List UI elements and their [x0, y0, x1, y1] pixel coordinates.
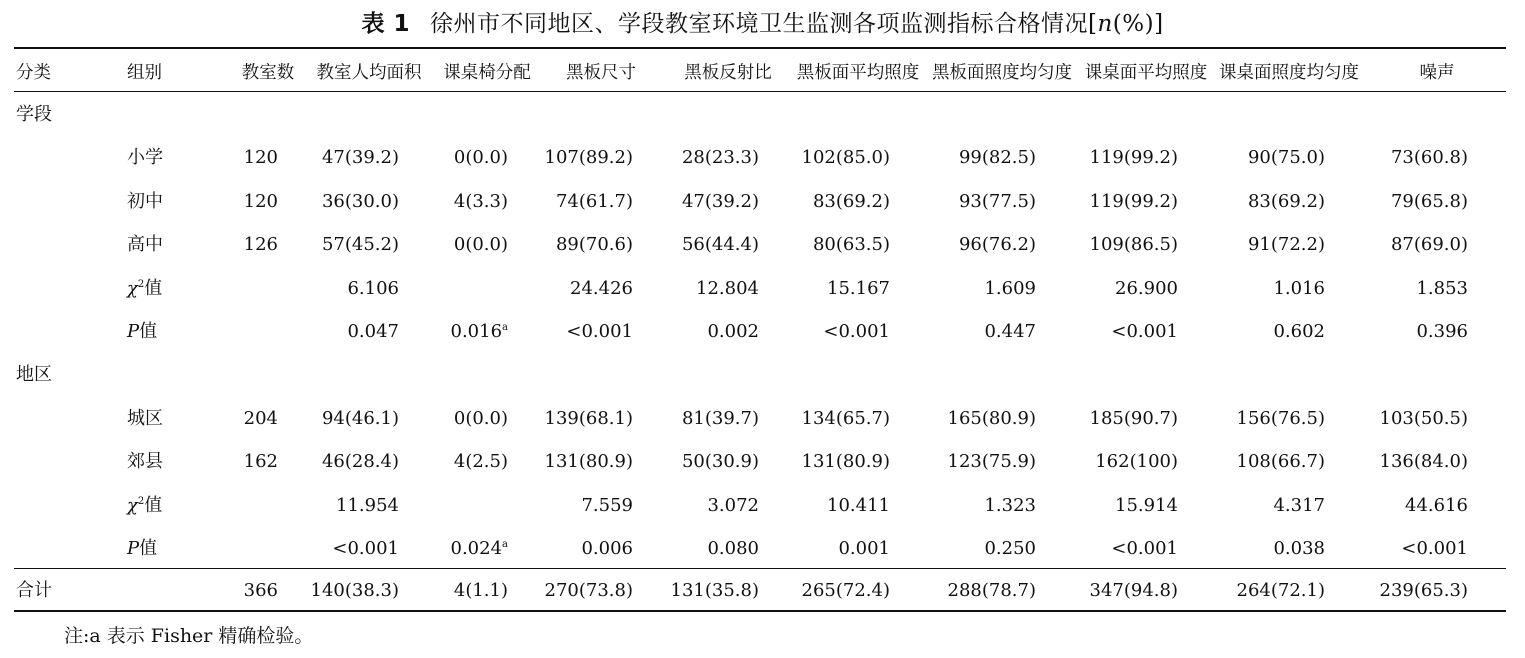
- chi-exponent: 2: [137, 278, 145, 290]
- data-cell: 96(76.2): [958, 234, 1036, 256]
- p-value-row: [0, 312, 1525, 352]
- total-cell: 131(35.8): [670, 580, 759, 601]
- section-label-row: [0, 95, 1525, 135]
- p-value-cell: [566, 312, 633, 352]
- p-value: 0.001: [838, 538, 890, 559]
- total-cell: 347(94.8): [1089, 580, 1178, 601]
- data-cell: 99(82.5): [958, 147, 1036, 169]
- chi-square-label: [127, 486, 162, 526]
- p-value-cell: [984, 529, 1036, 569]
- column-header: 噪声: [1419, 63, 1455, 83]
- data-cell: 89(70.6): [555, 234, 633, 256]
- p-suffix: 值: [139, 538, 158, 559]
- data-cell: 28(23.3): [681, 147, 759, 169]
- group-label: 城区: [127, 407, 163, 429]
- group-label: 小学: [127, 147, 163, 169]
- column-header: 课桌面照度均匀度: [1219, 63, 1359, 83]
- p-value-label: [127, 312, 157, 352]
- data-cell: 162(100): [1095, 451, 1178, 473]
- p-value-cell: [1273, 312, 1325, 352]
- table-note: 注:a 表示 Fisher 精确检验。: [64, 625, 314, 647]
- total-cell: 270(73.8): [544, 580, 633, 601]
- data-cell: 119(99.2): [1089, 190, 1178, 212]
- statistic-cell: 11.954: [336, 494, 399, 516]
- data-cell: 134(65.7): [801, 407, 890, 429]
- table-title-suffix: (%)]: [1112, 11, 1164, 37]
- data-cell: 90(75.0): [1247, 147, 1325, 169]
- data-cell: 126: [243, 234, 278, 256]
- p-value-cell: [1111, 312, 1178, 352]
- data-cell: 136(84.0): [1379, 451, 1468, 473]
- data-cell: 131(80.9): [801, 451, 890, 473]
- data-cell: 107(89.2): [544, 147, 633, 169]
- statistic-cell: 7.559: [581, 494, 633, 516]
- statistic-cell: 4.317: [1273, 494, 1325, 516]
- p-value: 0.024: [450, 538, 503, 559]
- statistic-cell: 1.853: [1416, 277, 1468, 299]
- total-cell: 265(72.4): [801, 580, 890, 601]
- p-value: 0.080: [707, 538, 759, 559]
- p-suffix: 值: [139, 321, 158, 342]
- p-value-cell: [1401, 529, 1468, 569]
- data-cell: 0(0.0): [453, 234, 508, 256]
- table-row: [0, 138, 1525, 178]
- chi-square-row: [0, 269, 1525, 309]
- chi-square-label: [127, 269, 162, 309]
- data-cell: 47(39.2): [321, 147, 399, 169]
- p-value-cell: [1273, 529, 1325, 569]
- data-cell: 120: [243, 190, 278, 212]
- total-row: [0, 571, 1525, 611]
- data-cell: 162: [243, 451, 278, 473]
- data-cell: 165(80.9): [947, 407, 1036, 429]
- total-cell: 140(38.3): [310, 580, 399, 601]
- data-cell: 91(72.2): [1247, 234, 1325, 256]
- data-cell: 80(63.5): [812, 234, 890, 256]
- p-value-cell: [451, 529, 509, 569]
- data-cell: 185(90.7): [1089, 407, 1178, 429]
- data-cell: 79(65.8): [1390, 190, 1468, 212]
- statistic-cell: 15.914: [1115, 494, 1178, 516]
- data-cell: 57(45.2): [321, 234, 399, 256]
- p-value: 0.250: [984, 538, 1036, 559]
- p-value: <0.001: [823, 321, 890, 342]
- data-cell: 109(86.5): [1089, 234, 1178, 256]
- data-cell: 131(80.9): [544, 451, 633, 473]
- data-cell: 120: [243, 147, 278, 169]
- data-cell: 74(61.7): [555, 190, 633, 212]
- top-rule: [14, 47, 1506, 49]
- section-label: 地区: [16, 364, 52, 386]
- chi-exponent: 2: [137, 495, 145, 507]
- group-label: 初中: [127, 190, 163, 212]
- p-value: 0.447: [984, 321, 1036, 342]
- p-value: 0.038: [1273, 538, 1325, 559]
- statistic-cell: 1.016: [1273, 277, 1325, 299]
- p-symbol: P: [127, 321, 140, 342]
- table-row: [0, 399, 1525, 439]
- p-value: <0.001: [332, 538, 399, 559]
- p-value: 0.016: [450, 321, 503, 342]
- data-cell: 204: [243, 407, 278, 429]
- statistic-cell: 12.804: [696, 277, 759, 299]
- table-row: [0, 442, 1525, 482]
- p-value: <0.001: [566, 321, 633, 342]
- p-value-cell: [707, 529, 759, 569]
- p-value-cell: [581, 529, 633, 569]
- data-cell: 102(85.0): [801, 147, 890, 169]
- data-cell: 83(69.2): [812, 190, 890, 212]
- data-cell: 36(30.0): [321, 190, 399, 212]
- statistic-cell: 15.167: [827, 277, 890, 299]
- chi-symbol: χ: [127, 494, 138, 516]
- total-label: 合计: [16, 580, 52, 601]
- data-cell: 0(0.0): [453, 407, 508, 429]
- data-cell: 93(77.5): [958, 190, 1036, 212]
- section-label: 学段: [16, 104, 52, 125]
- data-cell: 81(39.7): [681, 407, 759, 429]
- table-title-text: 徐州市不同地区、学段教室环境卫生监测各项监测指标合格情况[: [429, 11, 1098, 37]
- total-cell: 264(72.1): [1236, 580, 1325, 601]
- statistic-cell: 1.323: [984, 494, 1036, 516]
- total-cell: 239(65.3): [1379, 580, 1468, 601]
- table-header-row: [0, 53, 1525, 93]
- fisher-marker: a: [502, 539, 508, 550]
- group-label: 高中: [127, 234, 163, 256]
- data-cell: 73(60.8): [1390, 147, 1468, 169]
- statistic-cell: 10.411: [827, 494, 890, 516]
- p-value: 0.047: [347, 321, 399, 342]
- data-cell: 0(0.0): [453, 147, 508, 169]
- p-value-cell: [838, 529, 890, 569]
- chi-suffix: 值: [144, 277, 163, 299]
- statistic-cell: 3.072: [707, 494, 759, 516]
- data-cell: 87(69.0): [1390, 234, 1468, 256]
- statistic-cell: 6.106: [347, 277, 399, 299]
- table-number: 表 1: [361, 11, 410, 37]
- table-title: [0, 6, 1525, 42]
- table-row: [0, 182, 1525, 222]
- column-header: 黑板反射比: [684, 63, 772, 83]
- p-value-row: [0, 529, 1525, 569]
- total-cell: 4(1.1): [453, 580, 508, 601]
- data-cell: 47(39.2): [681, 190, 759, 212]
- chi-square-row: [0, 486, 1525, 526]
- statistic-cell: 26.900: [1115, 277, 1178, 299]
- data-cell: 123(75.9): [947, 451, 1036, 473]
- column-header: 课桌椅分配: [443, 63, 531, 83]
- p-value: 0.006: [581, 538, 633, 559]
- table-row: [0, 225, 1525, 265]
- column-header: 组别: [127, 63, 162, 83]
- section-label-row: [0, 355, 1525, 395]
- data-cell: 56(44.4): [681, 234, 759, 256]
- p-value: 0.396: [1416, 321, 1468, 342]
- data-cell: 83(69.2): [1247, 190, 1325, 212]
- p-value: <0.001: [1401, 538, 1468, 559]
- data-cell: 94(46.1): [321, 407, 399, 429]
- p-value-cell: [984, 312, 1036, 352]
- p-value-cell: [347, 312, 399, 352]
- data-cell: 156(76.5): [1236, 407, 1325, 429]
- p-value: 0.002: [707, 321, 759, 342]
- p-value-label: [127, 529, 157, 569]
- column-header: 教室数: [241, 63, 295, 83]
- column-header: 课桌面平均照度: [1084, 63, 1208, 83]
- p-value: 0.602: [1273, 321, 1325, 342]
- data-cell: 108(66.7): [1236, 451, 1325, 473]
- total-cell: 366: [243, 580, 278, 601]
- p-value-cell: [332, 529, 399, 569]
- chi-symbol: χ: [127, 277, 138, 299]
- total-cell: 288(78.7): [947, 580, 1036, 601]
- statistic-cell: 44.616: [1405, 494, 1468, 516]
- column-header: 教室人均面积: [316, 63, 422, 83]
- p-symbol: P: [127, 538, 140, 559]
- column-header: 黑板尺寸: [566, 63, 636, 83]
- data-cell: 139(68.1): [544, 407, 633, 429]
- data-cell: 4(3.3): [453, 190, 508, 212]
- p-value: <0.001: [1111, 538, 1178, 559]
- group-label: 郊县: [127, 451, 163, 473]
- p-value-cell: [707, 312, 759, 352]
- column-header: 黑板面平均照度: [796, 63, 920, 83]
- p-value-cell: [1111, 529, 1178, 569]
- p-value-cell: [1416, 312, 1468, 352]
- fisher-marker: a: [502, 322, 508, 333]
- chi-suffix: 值: [144, 494, 163, 516]
- p-value: <0.001: [1111, 321, 1178, 342]
- data-cell: 46(28.4): [321, 451, 399, 473]
- p-value-cell: [451, 312, 509, 352]
- p-value-cell: [823, 312, 890, 352]
- statistic-cell: 1.609: [984, 277, 1036, 299]
- column-header: 黑板面照度均匀度: [932, 63, 1072, 83]
- data-cell: 103(50.5): [1379, 407, 1468, 429]
- column-header: 分类: [16, 63, 51, 83]
- data-cell: 4(2.5): [453, 451, 508, 473]
- data-cell: 119(99.2): [1089, 147, 1178, 169]
- statistic-cell: 24.426: [570, 277, 633, 299]
- table-title-n: n: [1097, 11, 1113, 37]
- data-cell: 50(30.9): [681, 451, 759, 473]
